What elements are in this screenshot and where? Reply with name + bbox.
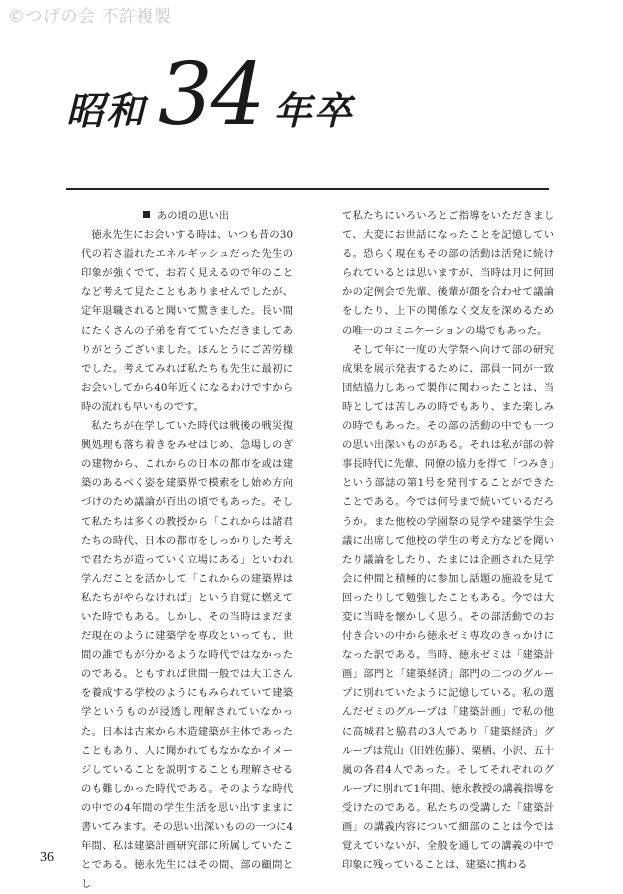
title-divider xyxy=(66,188,549,190)
page-number: 36 xyxy=(40,850,54,865)
title-era: 昭和 xyxy=(66,88,147,133)
paragraph: そして年に一度の大学祭へ向けて部の研究成果を展示発表するために、部員一同が一致団結協力しあって製作に関わったことは、当時としては苦しみの時でもあり、また楽しみの時でもあった。その部の活動の中でも一つの思い出深いものがある。それは私が部の幹事長時代に先輩、同僚の協力を得て「つみき」という部誌の第1号を発刊することができたことである。今では何号まで続いているだろうか。また他校の学園祭の見学や建築学生会議に出席して他校の学生の考え方などを聞いたり議論をしたり、たまには企画された見学会に仲間と積極的に参加し話題の施設を見て回ったりして勉強したこともある。今では大変に当時を懐かしく思う。その部活動でのお付き合いの中から徳永ゼミ専攻のきっかけになった訳である。当時、徳永ゼミは「建築計画」部門と「建築経済」部門の二つのグループに別れていたように記憶している。私の選んだゼミのグループは「建築計画」で私の他に高城君と脇君の3人であり「建築経済」グループは荒山（旧姓佐藤）、栗栖、小沢、五十嵐の各君4人であった。そしてそれぞれのグループに別れて1年間、徳永教授の講義指導を受けたのである。私たちの受講した「建築計画」の講義内容について細部のことは今では覚えていないが、全般を通しての講義の中で印象に残っていることは、建築に携わる xyxy=(342,343,554,872)
title-suffix: 年卒 xyxy=(273,88,354,133)
paragraph: 徳永先生にお会いする時は、いつも昔の30代の若さ溢れたエネルギッシュだった先生の印象が強くでて、お若く見えるので年のことなど考えて見たこともありませんでしたが、定年退職されると聞いて驚きました。長い間にたくさんの子弟を育てていただきましてありがとうございました。ほんとうにご苦労様でした。考えてみれば私たちも先生に最初にお会いしてから40年近くになるわけですから時の流れも早いものです。 xyxy=(81,229,293,413)
paragraph: て私たちにいろいろとご指導をいただきまして、大変にお世話になったことを記憶している。恐らく現在もその部の活動は活発に続けられているとは思いますが、当時は月に何回かの定例会で先輩、後輩が顔を合わせて議論をしたり、上下の関係なく交友を深めるための唯一のコミニケーションの場でもあった。 xyxy=(342,210,554,337)
page-title xyxy=(66,45,354,145)
title-year: 34 xyxy=(158,45,264,145)
left-column xyxy=(81,207,293,894)
section-heading xyxy=(143,207,293,226)
copyright-watermark: ©つげの会 不許複製 xyxy=(8,7,172,27)
paragraph: 私たちが在学していた時代は戦後の戦災復興処理も落ち着きをみせはじめ、急場しのぎの建物から、これからの日本の都市を或は建築のあるべく姿を建築界で模索をし始め方向づけのため議論が百出の頃でもあった。そして私たちは多くの教授から「これからは諸君たちの時代、日本の都市をしっかりした考えで君たちが造っていく立場にある」といわれ学んだことを活かして「これからの建築界は私たちがやらなければ」という自覚に燃えていた時でもある。しかし、その当時はまだまだ現在のように建築学を専攻といっても、世間の誰でもが分かるような時代ではなかったのである。ともすれば世間一般では大工さんを養成する学校のようにもみられていて建築学というものが浸透し理解されていなかった。日本は古来から木造建築が主体であったこともあり、人に聞かれてもなかなかイメージしていることを説明することも理解させるのも難しかった時代である。そのような時代の中での4年間の学生生活を思い出すままに書いてみます。その思い出深いものの一つに4年間、私は建築計画研究部に所属していたことである。徳永先生にはその間、部の顧問とし xyxy=(81,420,293,891)
section-heading-text: あの頃の思い出 xyxy=(157,210,230,222)
square-bullet-icon xyxy=(143,211,150,218)
right-column xyxy=(342,207,554,875)
